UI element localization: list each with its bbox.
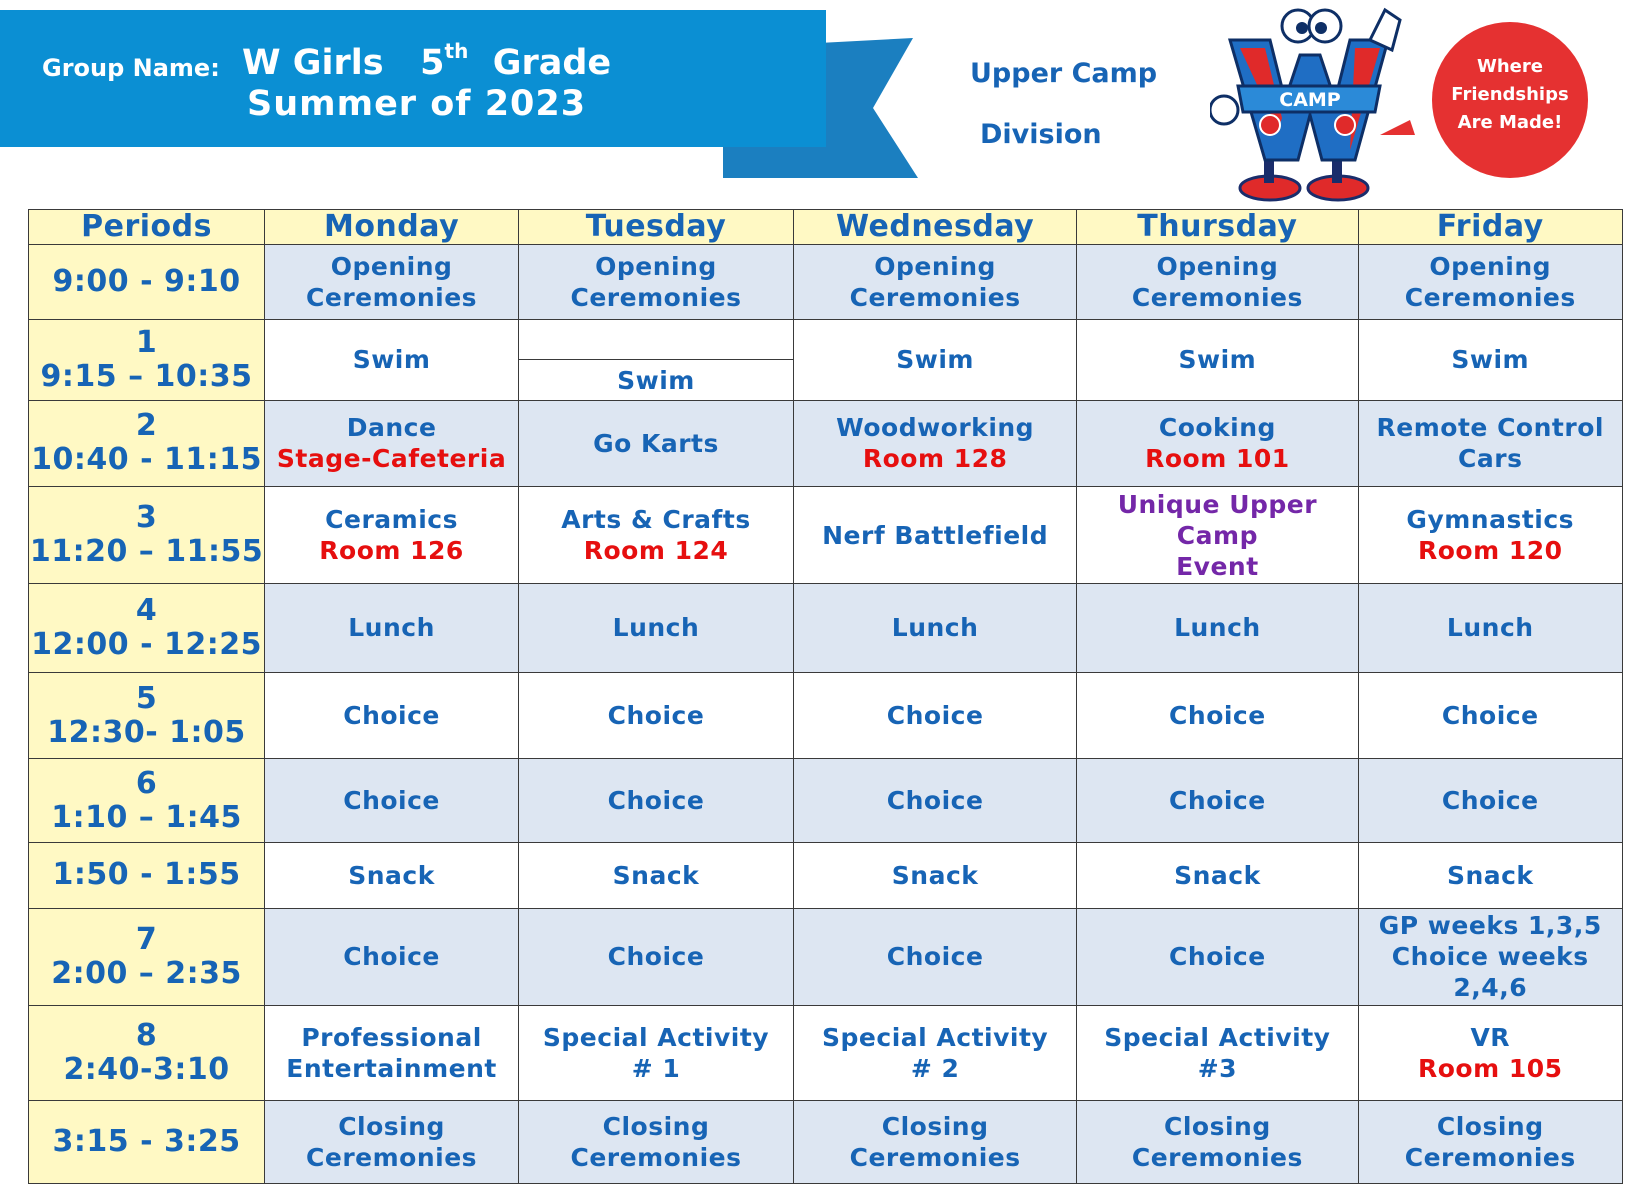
division-line-1: Upper Camp — [970, 58, 1158, 89]
schedule-table — [28, 209, 1623, 1184]
period-line: 5 — [135, 680, 158, 716]
activity-name: # 1 — [631, 1054, 681, 1084]
header-monday: Monday — [265, 210, 519, 245]
period-line: 12:00 - 12:25 — [31, 626, 262, 662]
activity-name: Choice — [607, 786, 705, 816]
activity-name: Closing — [1436, 1112, 1544, 1142]
activity-name: Snack — [891, 860, 979, 890]
period-cell — [29, 842, 265, 908]
activity-name: Special Activity — [822, 1023, 1049, 1053]
activity-name: Ceremonies — [1131, 283, 1303, 313]
period-line: 3 — [135, 500, 158, 536]
schedule-row — [29, 759, 1623, 842]
activity-name: Entertainment — [286, 1054, 497, 1084]
logo-camp-word: CAMP — [1279, 89, 1341, 111]
activity-cell-friday — [1358, 1005, 1623, 1101]
period-line: 9:15 – 10:35 — [40, 358, 253, 394]
activity-name: Nerf Battlefield — [822, 520, 1049, 550]
activity-cell-wednesday — [793, 487, 1076, 584]
period-line: 2 — [135, 408, 158, 444]
activity-cell-monday — [265, 584, 519, 673]
activity-name: Opening — [595, 252, 717, 282]
activity-cell-monday — [265, 320, 519, 400]
activity-name: Choice — [886, 701, 984, 730]
header-periods: Periods — [29, 210, 265, 245]
activity-cell-monday — [265, 1005, 519, 1101]
activity-cell-wednesday — [793, 842, 1076, 908]
activity-name: Dance — [346, 413, 437, 443]
activity-name: Gymnastics — [1406, 505, 1575, 535]
activity-cell-friday — [1358, 584, 1623, 673]
activity-name: Lunch — [891, 613, 979, 643]
activity-cell-thursday — [1077, 487, 1358, 584]
header-row — [29, 210, 1623, 245]
activity-name: Choice — [886, 942, 984, 972]
period-cell — [29, 759, 265, 842]
w-mascot-icon — [1210, 10, 1400, 200]
activity-name: Lunch — [348, 613, 435, 643]
activity-location: Stage-Cafeteria — [276, 444, 507, 474]
activity-cell-wednesday — [793, 400, 1076, 487]
activity-cell-friday — [1358, 1101, 1623, 1184]
activity-cell-wednesday — [793, 1005, 1076, 1101]
activity-cell-tuesday — [519, 842, 794, 908]
period-line: 2:40-3:10 — [63, 1052, 230, 1088]
activity-cell-monday — [265, 908, 519, 1005]
activity-cell-monday — [265, 245, 519, 320]
activity-name: Go Karts — [593, 428, 719, 458]
activity-name: Ceremonies — [570, 1143, 742, 1173]
activity-cell-thursday — [1077, 584, 1358, 673]
period-cell — [29, 245, 265, 320]
activity-cell-wednesday — [793, 245, 1076, 320]
activity-name: Ceremonies — [1131, 1143, 1303, 1173]
activity-name: #3 — [1197, 1054, 1238, 1084]
activity-name: Choice — [343, 942, 440, 972]
division-line-2: Division — [980, 119, 1102, 150]
period-cell — [29, 584, 265, 673]
period-cell — [29, 1005, 265, 1101]
slogan-line-2: Friendships — [1451, 84, 1569, 105]
activity-name: Closing — [1164, 1112, 1271, 1142]
group-name-label: Group Name: — [42, 54, 220, 82]
activity-cell-tuesday — [519, 759, 794, 842]
activity-name: Snack — [348, 860, 435, 890]
grade-number: 5 — [420, 43, 445, 83]
activity-name: Lunch — [612, 613, 700, 643]
activity-name: Choice — [343, 786, 440, 816]
header-banner — [0, 10, 826, 147]
activity-cell-thursday — [1077, 842, 1358, 908]
period-line: 1 — [135, 324, 158, 360]
period-line: 11:20 – 11:55 — [29, 534, 264, 570]
activity-name: Choice — [607, 701, 705, 730]
activity-cell-thursday — [1077, 400, 1358, 487]
slogan-line-1: Where — [1477, 56, 1543, 77]
schedule-row — [29, 584, 1623, 673]
activity-name: Closing — [881, 1112, 989, 1142]
activity-cell-tuesday — [519, 1005, 794, 1101]
activity-name: Ceremonies — [1404, 283, 1576, 313]
slogan-line-3: Are Made! — [1457, 112, 1563, 133]
activity-cell-thursday — [1077, 245, 1358, 320]
activity-location: Room 120 — [1417, 536, 1563, 566]
activity-name: Choice — [1169, 786, 1266, 816]
schedule-row — [29, 1005, 1623, 1101]
activity-cell-wednesday — [793, 320, 1076, 400]
activity-name: Ceremonies — [849, 283, 1021, 313]
period-line: 12:30- 1:05 — [47, 714, 246, 750]
activity-name: Choice — [1441, 786, 1539, 816]
activity-cell-wednesday — [793, 908, 1076, 1005]
activity-cell-monday — [265, 759, 519, 842]
activity-cell-friday — [1358, 842, 1623, 908]
summer-title: Summer of 2023 — [247, 84, 587, 124]
activity-name: Cars — [1458, 444, 1523, 474]
period-cell — [29, 487, 265, 584]
activity-name: Opening — [1156, 252, 1279, 282]
period-line: 2:00 – 2:35 — [51, 955, 242, 991]
activity-cell-friday — [1358, 908, 1623, 1005]
activity-name: Lunch — [1446, 613, 1534, 643]
activity-name: Ceramics — [325, 505, 458, 535]
activity-name: Unique Upper Camp — [1117, 489, 1318, 550]
period-line: 1:10 – 1:45 — [51, 799, 242, 835]
activity-cell-friday — [1358, 759, 1623, 842]
schedule-row — [29, 400, 1623, 487]
activity-name: VR — [1470, 1023, 1511, 1053]
period-line: 10:40 - 11:15 — [31, 442, 262, 478]
activity-cell-friday — [1358, 320, 1623, 400]
activity-cell-tuesday — [519, 672, 794, 759]
activity-cell-friday — [1358, 672, 1623, 759]
schedule-row — [29, 320, 1623, 400]
activity-cell-thursday — [1077, 1101, 1358, 1184]
activity-name: Special Activity — [542, 1023, 770, 1053]
period-cell — [29, 400, 265, 487]
activity-cell-tuesday — [519, 584, 794, 673]
activity-name: Ceremonies — [570, 283, 742, 313]
period-cell — [29, 908, 265, 1005]
activity-name: Opening — [330, 252, 453, 282]
period-line: 6 — [135, 765, 158, 801]
header-thursday: Thursday — [1077, 210, 1358, 245]
activity-cell-monday — [265, 400, 519, 487]
schedule-row — [29, 672, 1623, 759]
activity-cell-thursday — [1077, 672, 1358, 759]
activity-name: Woodworking — [836, 413, 1035, 443]
activity-cell-tuesday — [519, 400, 794, 487]
activity-cell-thursday — [1077, 320, 1358, 400]
activity-name: Snack — [612, 860, 700, 890]
activity-name: Ceremonies — [306, 1143, 478, 1173]
activity-name: Swim — [896, 345, 974, 375]
activity-cell-tuesday — [519, 320, 794, 400]
schedule-row — [29, 487, 1623, 584]
activity-cell-thursday — [1077, 759, 1358, 842]
activity-name: Professional — [301, 1023, 482, 1053]
activity-name: Choice — [343, 701, 440, 730]
activity-location: Room 101 — [1145, 444, 1290, 474]
group-name-value — [242, 39, 612, 83]
activity-name: Ceremonies — [1404, 1143, 1576, 1173]
period-line: 1:50 - 1:55 — [52, 857, 241, 893]
activity-location: Room 124 — [583, 536, 729, 566]
activity-location: Room 126 — [319, 536, 464, 566]
group-name: W Girls — [242, 43, 384, 83]
schedule-row — [29, 842, 1623, 908]
activity-cell-monday — [265, 1101, 519, 1184]
activity-name: Lunch — [1174, 613, 1261, 643]
header-tuesday: Tuesday — [519, 210, 794, 245]
activity-location: Room 128 — [862, 444, 1008, 474]
activity-cell-thursday — [1077, 908, 1358, 1005]
activity-cell-friday — [1358, 245, 1623, 320]
activity-name: Swim — [1451, 345, 1530, 375]
period-line: 7 — [135, 921, 158, 957]
activity-name: Closing — [602, 1112, 710, 1142]
activity-name: Remote Control — [1376, 413, 1604, 443]
activity-name: Snack — [1446, 860, 1534, 890]
schedule-row — [29, 908, 1623, 1005]
activity-name: Swim — [352, 345, 431, 375]
activity-name: Choice — [607, 942, 705, 972]
activity-cell-tuesday — [519, 1101, 794, 1184]
activity-name: GP weeks 1,3,5 — [1378, 911, 1602, 941]
activity-name: Choice — [1441, 701, 1539, 730]
activity-name: Choice weeks — [1391, 942, 1589, 972]
period-line: 9:00 - 9:10 — [52, 264, 241, 300]
slogan-badge — [1380, 22, 1588, 178]
activity-name: # 2 — [910, 1054, 960, 1084]
schedule-row — [29, 1101, 1623, 1184]
activity-location: Room 105 — [1417, 1054, 1563, 1084]
activity-name: Choice — [1169, 942, 1266, 972]
activity-cell-monday — [265, 672, 519, 759]
activity-name: Choice — [1169, 701, 1266, 730]
activity-name: Cooking — [1158, 413, 1276, 443]
activity-cell-wednesday — [793, 759, 1076, 842]
header-friday: Friday — [1358, 210, 1623, 245]
activity-cell-tuesday — [519, 487, 794, 584]
activity-name: Ceremonies — [849, 1143, 1021, 1173]
period-cell — [29, 672, 265, 759]
activity-name: Snack — [1174, 860, 1261, 890]
activity-cell-monday — [265, 842, 519, 908]
activity-name: Closing — [338, 1112, 445, 1142]
activity-name: 2,4,6 — [1453, 973, 1528, 1003]
activity-name: Event — [1176, 551, 1259, 581]
period-line: 3:15 - 3:25 — [52, 1124, 241, 1160]
activity-cell-friday — [1358, 487, 1623, 584]
activity-split-top — [519, 320, 793, 360]
period-cell — [29, 1101, 265, 1184]
activity-name: Choice — [886, 786, 984, 816]
activity-cell-wednesday — [793, 584, 1076, 673]
activity-cell-wednesday — [793, 672, 1076, 759]
activity-cell-thursday — [1077, 1005, 1358, 1101]
activity-name: Ceremonies — [306, 283, 478, 313]
activity-cell-tuesday — [519, 245, 794, 320]
schedule-row — [29, 245, 1623, 320]
activity-name: Opening — [874, 252, 996, 282]
activity-cell-friday — [1358, 400, 1623, 487]
period-cell — [29, 320, 265, 400]
activity-cell-monday — [265, 487, 519, 584]
header-wednesday: Wednesday — [793, 210, 1076, 245]
activity-name: Special Activity — [1104, 1023, 1331, 1053]
camp-logo — [1210, 0, 1590, 202]
activity-cell-tuesday — [519, 908, 794, 1005]
activity-split-bottom: Swim — [617, 365, 695, 395]
activity-name: Swim — [1178, 345, 1257, 375]
grade-suffix: th — [444, 39, 469, 63]
period-line: 4 — [135, 592, 158, 628]
activity-name: Arts & Crafts — [561, 505, 751, 535]
grade-word: Grade — [492, 43, 612, 83]
period-line: 8 — [135, 1018, 158, 1054]
activity-cell-wednesday — [793, 1101, 1076, 1184]
activity-name: Opening — [1429, 252, 1552, 282]
